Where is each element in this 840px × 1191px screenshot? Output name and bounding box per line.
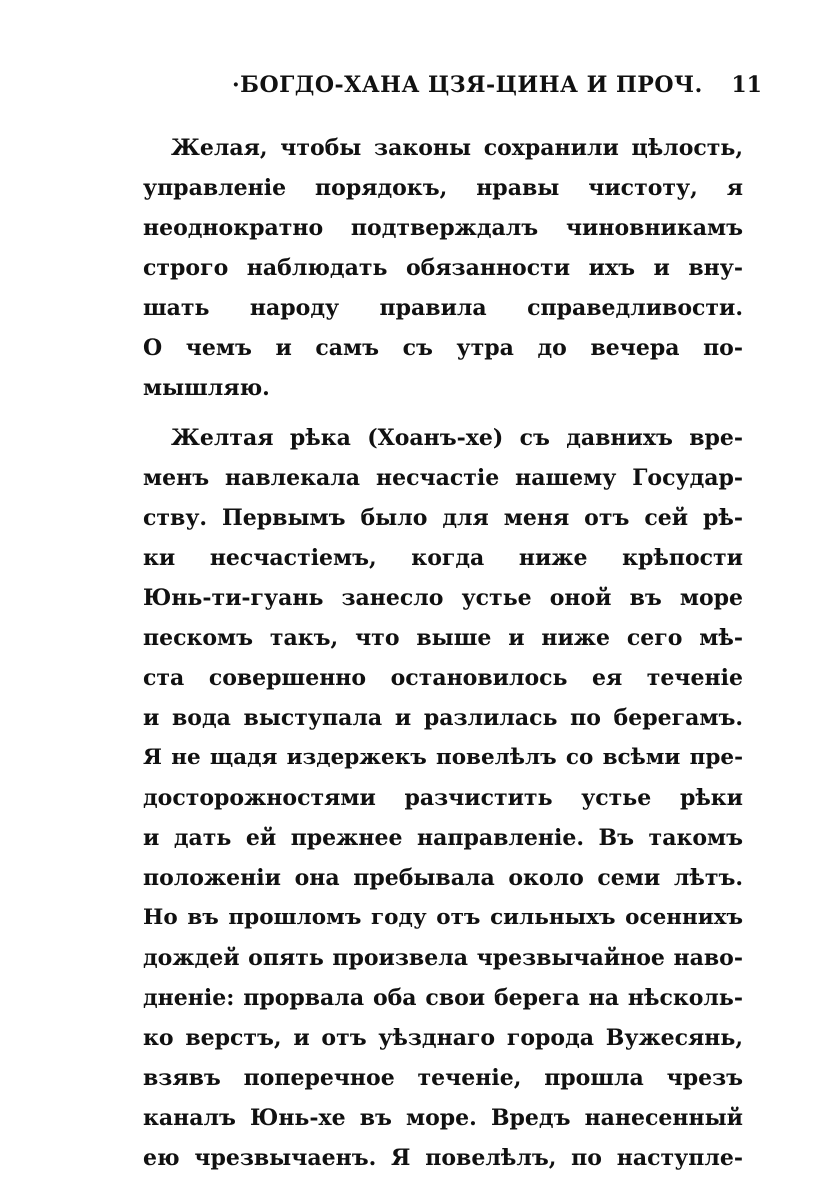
page-header xyxy=(232,72,762,108)
running-head: ·БОГДО-ХАНА ЦЗЯ-ЦИНА И ПРОЧ. xyxy=(232,72,703,98)
text-line: неоднократно подтверждалъ чиновникамъ xyxy=(143,215,743,241)
text-line: строго наблюдать обязанности ихъ и вну- xyxy=(143,255,743,281)
text-line: Желтая рѣка (Хоанъ-хе) съ давнихъ вре- xyxy=(171,425,743,451)
page-number: 11 xyxy=(731,72,762,98)
paragraph xyxy=(143,128,743,408)
body-text xyxy=(143,128,743,1178)
text-line: менъ навлекала несчастіе нашему Государ- xyxy=(143,465,743,491)
text-line: ею чрезвычаенъ. Я повелѣлъ, по наступле- xyxy=(143,1145,743,1171)
text-line: досторожностями разчистить устье рѣки xyxy=(143,785,743,811)
text-line: Я не щадя издержекъ повелѣлъ со всѣми пре- xyxy=(143,745,743,770)
text-line: дненіе: прорвала оба свои берега на нѣсколь- xyxy=(143,985,743,1011)
text-line: каналъ Юнь-хе въ море. Вредъ нанесенный xyxy=(143,1105,743,1131)
text-line: взявъ поперечное теченіе, прошла чрезъ xyxy=(143,1065,743,1091)
paragraph xyxy=(143,418,743,1178)
text-line: пескомъ такъ, что выше и ниже сего мѣ- xyxy=(143,625,743,651)
text-line: ста совершенно остановилось ея теченіе xyxy=(143,665,743,691)
text-line: О чемъ и самъ съ утра до вечера по- xyxy=(143,335,743,361)
text-line: мышляю. xyxy=(143,375,270,401)
text-line: и дать ей прежнее направленіе. Въ такомъ xyxy=(143,825,743,851)
text-line: ству. Первымъ было для меня отъ сей рѣ- xyxy=(143,505,743,531)
text-line: управленіе порядокъ, нравы чистоту, я xyxy=(143,175,743,201)
text-line: и вода выступала и разлилась по берегамъ. xyxy=(143,705,743,731)
text-line: положеніи она пребывала около семи лѣтъ. xyxy=(143,865,743,891)
text-line: Желая, чтобы законы сохранили цѣлость, xyxy=(171,135,743,161)
text-line: шать народу правила справедливости. xyxy=(143,295,743,321)
text-line: дождей опять произвела чрезвычайное наво- xyxy=(143,945,743,971)
text-line: Но въ прошломъ году отъ сильныхъ осеннихъ xyxy=(143,905,743,930)
text-line: Юнь-ти-гуань занесло устье оной въ море xyxy=(143,585,743,611)
paragraph-gap xyxy=(143,408,743,418)
text-line: ко верстъ, и отъ уѣзднаго города Вужесянь, xyxy=(143,1025,743,1051)
text-line: ки несчастіемъ, когда ниже крѣпости xyxy=(143,545,743,571)
